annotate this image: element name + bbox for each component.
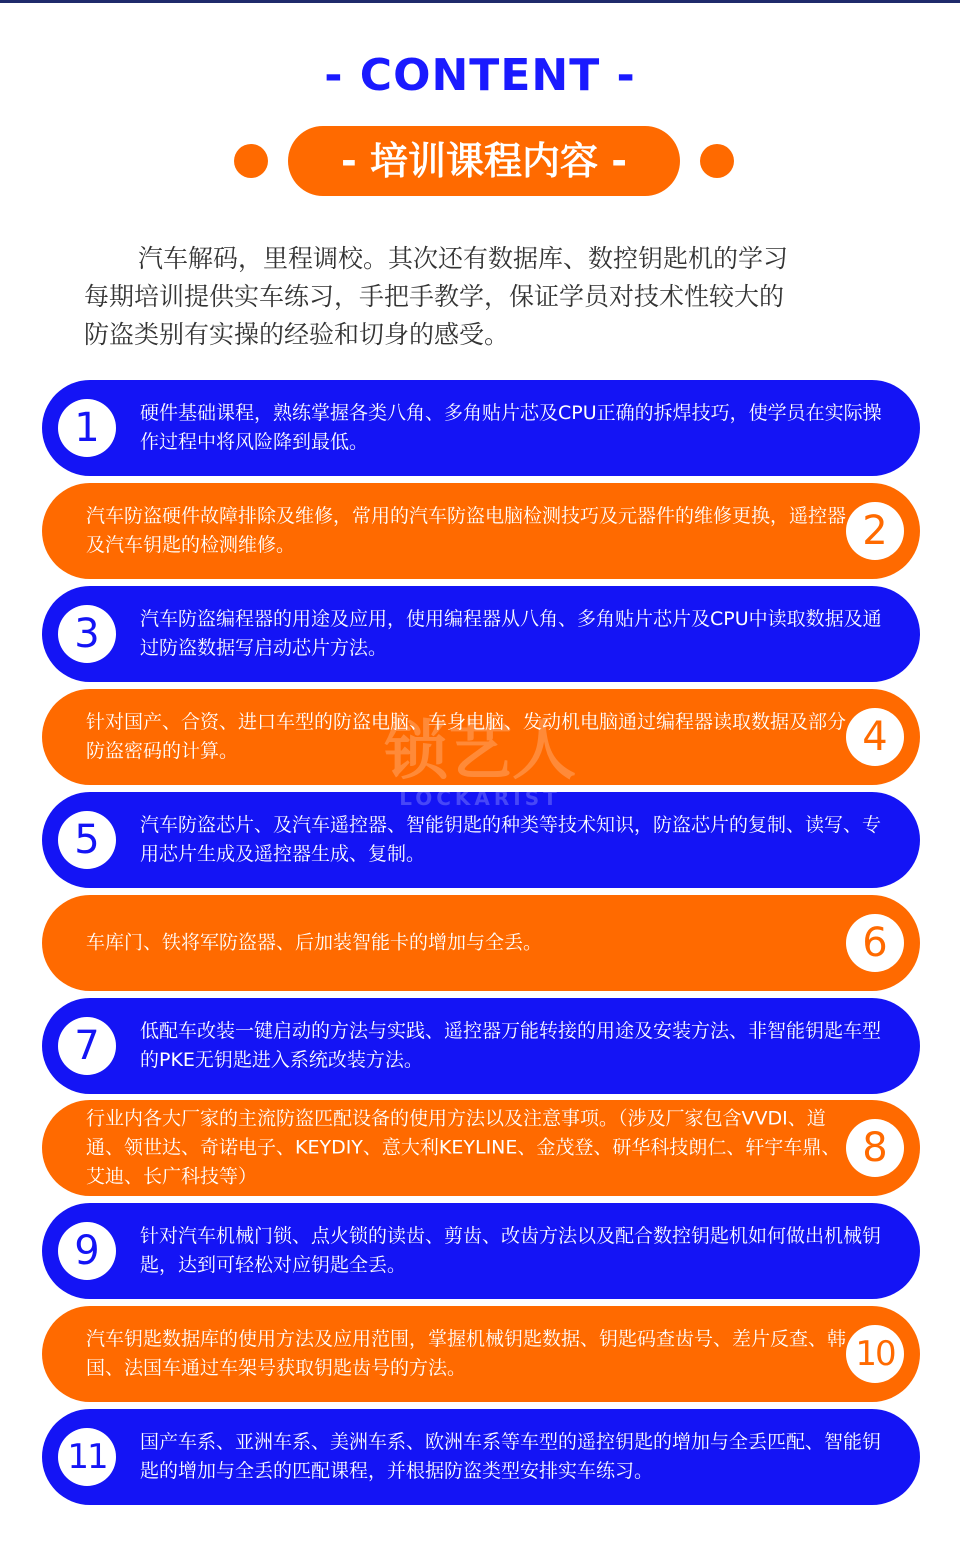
course-description: 汽车防盗编程器的用途及应用，使用编程器从八角、多角贴片芯片及CPU中读取数据及通过防盗数据写启动芯片方法。: [140, 608, 882, 659]
course-number-badge: 1: [58, 399, 116, 457]
course-number-badge: 2: [846, 502, 904, 560]
course-description: 汽车防盗芯片、及汽车遥控器、智能钥匙的种类等技术知识，防盗芯片的复制、读写、专用芯片生成及遥控器生成、复制。: [140, 814, 882, 865]
course-item-2: [42, 483, 920, 579]
course-description: 行业内各大厂家的主流防盗匹配设备的使用方法以及注意事项。（涉及厂家包含VVDI、道通、领世达、奇诺电子、KEYDIY、意大利KEYLINE、金茂登、研华科技朗仁、轩宇车鼎、艾迪、长广科技等）: [86, 1107, 841, 1188]
course-item-1: [42, 380, 920, 476]
course-item-8: [42, 1100, 920, 1196]
course-number-badge: 8: [846, 1119, 904, 1177]
course-number-badge: 6: [846, 914, 904, 972]
course-description: 低配车改装一键启动的方法与实践、遥控器万能转接的用途及安装方法、非智能钥匙车型的PKE无钥匙进入系统改装方法。: [140, 1020, 882, 1071]
watermark-brand: 锁艺人: [384, 715, 576, 789]
course-item-3: [42, 586, 920, 682]
course-item-4: [42, 689, 920, 785]
course-number-badge: 10: [846, 1325, 904, 1383]
intro-line-2: 每期培训提供实车练习，手把手教学，保证学员对技术性较大的: [84, 282, 785, 311]
course-description: 针对汽车机械门锁、点火锁的读齿、剪齿、改齿方法以及配合数控钥匙机如何做出机械钥匙，达到可轻松对应钥匙全丢。: [140, 1225, 882, 1276]
course-number-badge: 11: [58, 1428, 116, 1486]
course-item-10: [42, 1306, 920, 1402]
course-item-6: [42, 895, 920, 991]
course-item-5: [42, 792, 920, 888]
course-number-badge: 9: [58, 1222, 116, 1280]
intro-line-3: 防盗类别有实操的经验和切身的感受。: [84, 320, 510, 349]
intro-paragraph: [84, 240, 884, 354]
course-description: 汽车防盗硬件故障排除及维修，常用的汽车防盗电脑检测技巧及元器件的维修更换，遥控器及汽车钥匙的检测维修。: [86, 505, 847, 556]
section-title-pill: - 培训课程内容 -: [288, 126, 680, 196]
course-description: 针对国产、合资、进口车型的防盗电脑、车身电脑、发动机电脑通过编程器读取数据及部分防盗密码的计算。: [86, 711, 847, 762]
course-description: 硬件基础课程，熟练掌握各类八角、多角贴片芯及CPU正确的拆焊技巧，使学员在实际操作过程中将风险降到最低。: [140, 402, 882, 453]
course-item-9: [42, 1203, 920, 1299]
course-item-11: [42, 1409, 920, 1505]
course-item-7: [42, 998, 920, 1094]
course-number-badge: 3: [58, 605, 116, 663]
left-dot-decoration: [234, 144, 268, 178]
course-number-badge: 7: [58, 1017, 116, 1075]
content-heading: - CONTENT -: [324, 50, 636, 101]
course-description: 汽车钥匙数据库的使用方法及应用范围，掌握机械钥匙数据、钥匙码查齿号、差片反查、韩国、法国车通过车架号获取钥匙齿号的方法。: [86, 1328, 847, 1379]
section-title-bar: [0, 126, 960, 196]
right-dot-decoration: [700, 144, 734, 178]
course-description: 国产车系、亚洲车系、美洲车系、欧洲车系等车型的遥控钥匙的增加与全丢匹配、智能钥匙的增加与全丢的匹配课程，并根据防盗类型安排实车练习。: [140, 1431, 882, 1482]
intro-line-1: 汽车解码，里程调校。其次还有数据库、数控钥匙机的学习: [138, 244, 789, 273]
course-number-badge: 5: [58, 811, 116, 869]
watermark-sub: LOCKARIST: [399, 786, 561, 810]
course-number-badge: 4: [846, 708, 904, 766]
course-description: 车库门、铁将军防盗器、后加装智能卡的增加与全丢。: [86, 931, 543, 954]
top-rule: [0, 0, 960, 3]
